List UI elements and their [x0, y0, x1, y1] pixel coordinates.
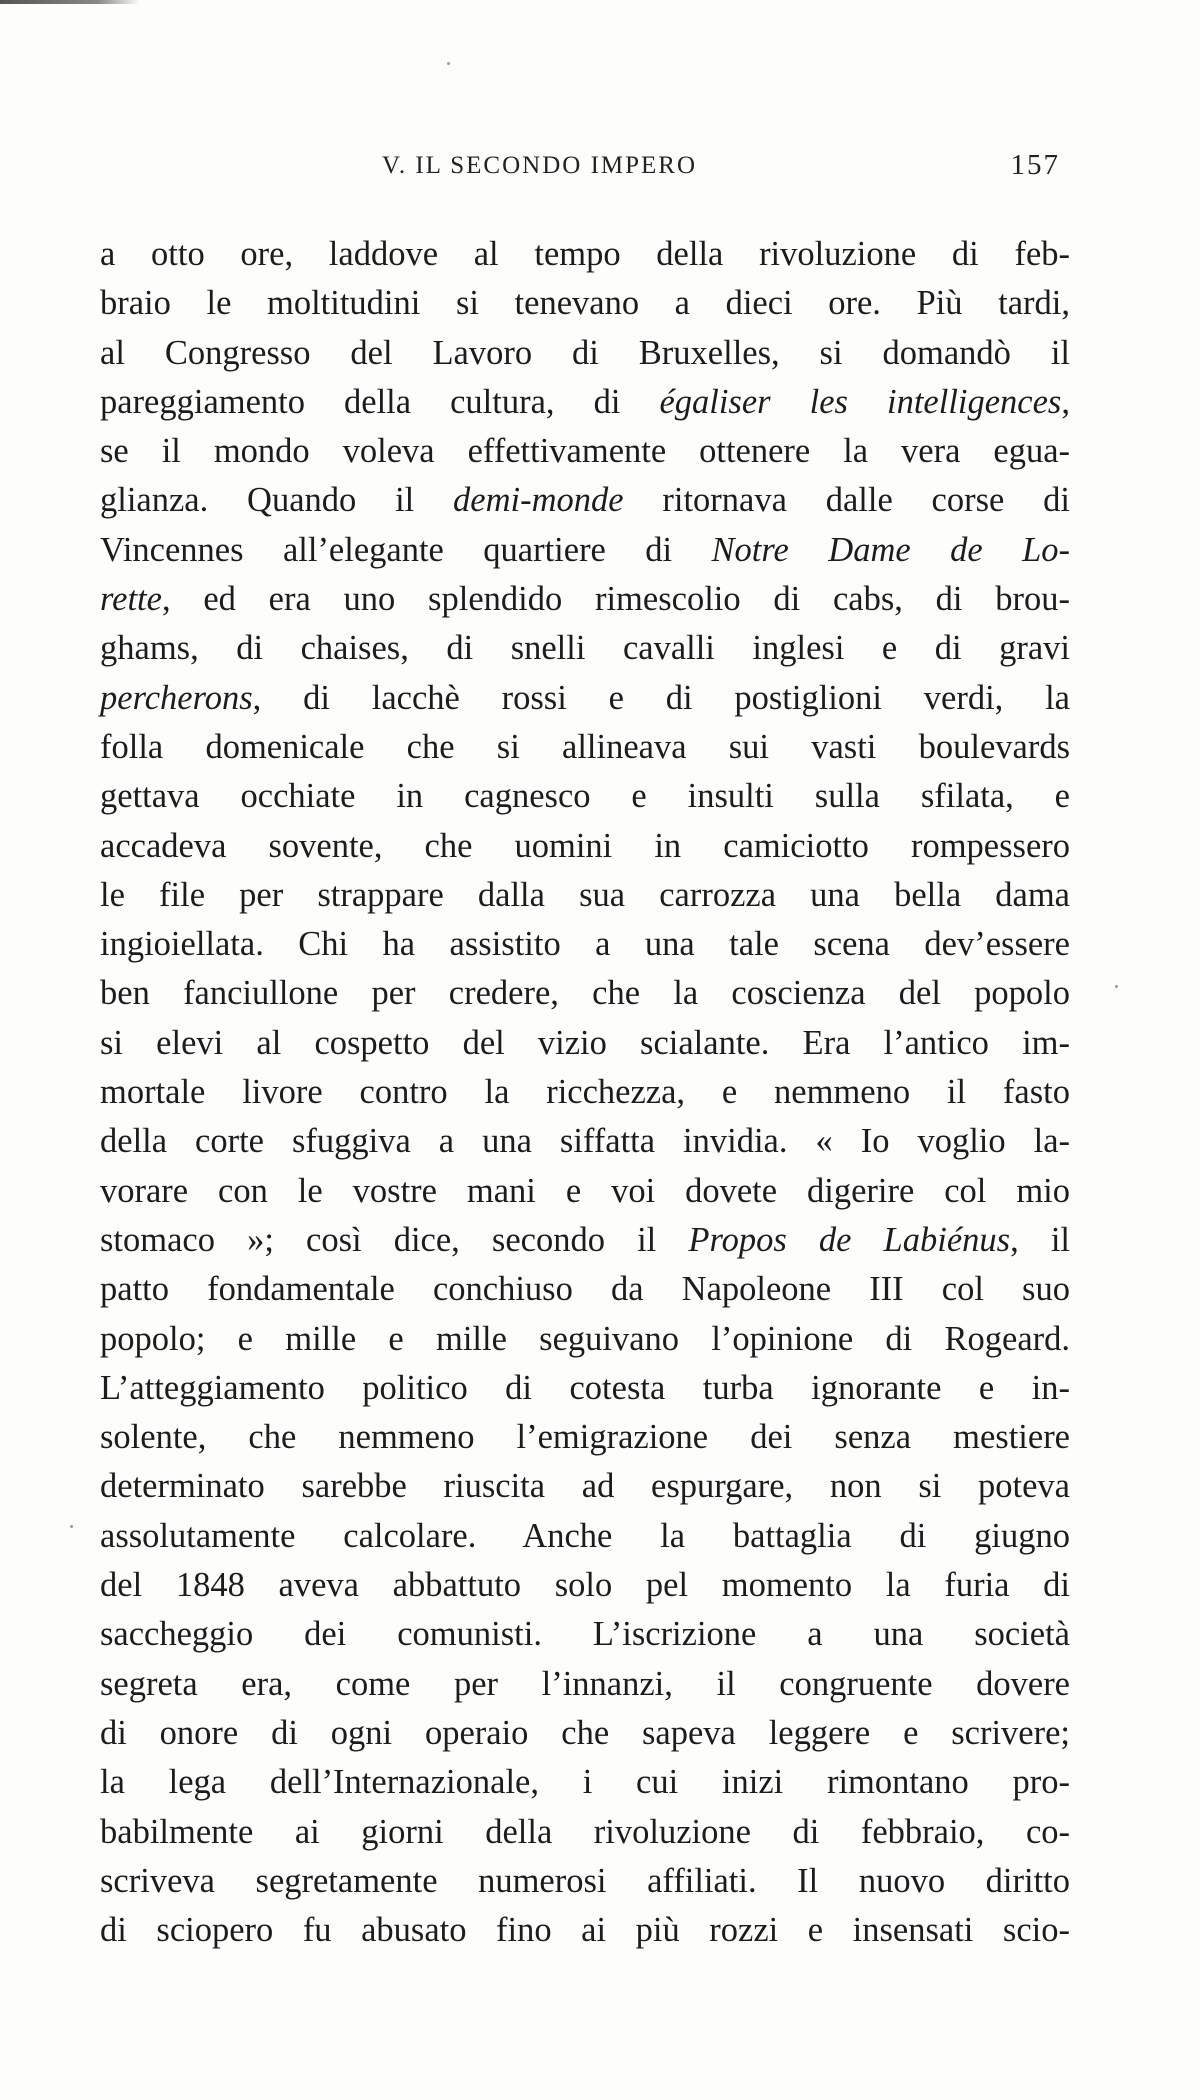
text-run: di onore di ogni operaio che sapeva leggere e scrivere; [100, 1713, 1070, 1752]
text-line [100, 624, 1070, 673]
page-number: 157 [1010, 149, 1060, 181]
text-run: braio le moltitudini si tenevano a dieci ore. Più tardi, [100, 284, 1070, 323]
text-run: a otto ore, laddove al tempo della rivoluzione di feb- [100, 235, 1070, 273]
text-line [100, 920, 1070, 969]
text-run: si elevi al cospetto del vizio scialante. Era l’antico im- [100, 1023, 1070, 1062]
text-line [100, 1462, 1070, 1511]
text-run: folla domenicale che si allineava sui vasti boulevards [100, 727, 1070, 766]
text-run: , ed era uno splendido rimescolio di cabs, di brou- [161, 580, 1070, 619]
text-line [100, 575, 1070, 624]
text-line [100, 1117, 1070, 1166]
text-line [100, 1758, 1070, 1807]
body-text [100, 230, 1070, 1955]
text-line [100, 526, 1070, 575]
text-line [100, 723, 1070, 772]
speck [70, 1525, 73, 1528]
text-run: , il [1010, 1220, 1070, 1259]
text-line [100, 871, 1070, 920]
text-line [100, 822, 1070, 871]
text-line [100, 772, 1070, 821]
text-run: al Congresso del Lavoro di Bruxelles, si domandò il [100, 333, 1070, 372]
text-line [100, 1216, 1070, 1265]
text-line [100, 1857, 1070, 1906]
text-run: se il mondo voleva effettivamente ottenere la vera egua- [100, 432, 1070, 471]
text-run: ghams, di chaises, di snelli cavalli inglesi e di gravi [100, 629, 1070, 668]
text-run: la lega dell’Internazionale, i cui inizi rimontano pro- [100, 1763, 1070, 1802]
text-run: glianza. Quando il [100, 481, 454, 520]
text-line [100, 476, 1070, 525]
text-line [100, 427, 1070, 476]
text-run: stomaco »; così dice, secondo il [100, 1220, 689, 1259]
text-run: popolo; e mille e mille seguivano l’opinione di Rogeard. [100, 1319, 1070, 1358]
text-line [100, 1906, 1070, 1955]
text-run: scriveva segretamente numerosi affiliati. Il nuovo diritto [100, 1861, 1070, 1900]
text-run: le file per strappare dalla sua carrozza una bella dama [100, 875, 1070, 914]
text-line [100, 1315, 1070, 1364]
text-run: ritornava dalle corse di [623, 481, 1070, 520]
text-run: , [1061, 382, 1070, 421]
text-run: , di lacchè rossi e di postiglioni verdi, la [252, 678, 1070, 717]
text-line [100, 378, 1070, 427]
italic-text: rette [100, 580, 162, 619]
italic-text: Notre Dame de Lo- [711, 530, 1070, 569]
text-run: vorare con le vostre mani e voi dovete digerire col mio [100, 1171, 1070, 1210]
text-line [100, 1068, 1070, 1117]
italic-text: demi-monde [453, 481, 624, 520]
text-run: Vincennes all’elegante quartiere di [100, 530, 712, 569]
text-line [100, 279, 1070, 328]
text-run: accadeva sovente, che uomini in camiciotto rompessero [100, 826, 1070, 865]
italic-text: égaliser les intelligences [659, 382, 1062, 421]
text-line [100, 1167, 1070, 1216]
text-run: mortale livore contro la ricchezza, e nemmeno il fasto [100, 1073, 1070, 1112]
text-run: L’atteggiamento politico di cotesta turba ignorante e in- [100, 1368, 1070, 1407]
text-line [100, 1660, 1070, 1709]
text-line [100, 1808, 1070, 1857]
text-run: ingioiellata. Chi ha assistito a una tale scena dev’essere [100, 925, 1070, 964]
text-run: determinato sarebbe riuscita ad espurgare, non si poteva [100, 1467, 1070, 1506]
text-line [100, 1413, 1070, 1462]
text-run: pareggiamento della cultura, di [100, 382, 660, 421]
speck [1115, 985, 1118, 988]
text-run: saccheggio dei comunisti. L’iscrizione a una società [100, 1615, 1070, 1654]
text-run: babilmente ai giorni della rivoluzione di febbraio, co- [100, 1812, 1070, 1851]
text-run: segreta era, come per l’innanzi, il congruente dovere [100, 1664, 1070, 1703]
text-run: ben fanciullone per credere, che la coscienza del popolo [100, 974, 1070, 1013]
text-line [100, 1265, 1070, 1314]
text-line [100, 1561, 1070, 1610]
text-line [100, 969, 1070, 1018]
text-line [100, 329, 1070, 378]
text-run: solente, che nemmeno l’emigrazione dei senza mestiere [100, 1418, 1070, 1457]
scan-edge-mark [0, 0, 140, 4]
text-run: del 1848 aveva abbattuto solo pel momento la furia di [100, 1566, 1070, 1605]
text-run: di sciopero fu abusato fino ai più rozzi e insensati scio- [100, 1911, 1070, 1950]
text-line [100, 1364, 1070, 1413]
text-run: assolutamente calcolare. Anche la battaglia di giugno [100, 1516, 1070, 1555]
text-line [100, 1709, 1070, 1758]
text-run: gettava occhiate in cagnesco e insulti sulla sfilata, e [100, 777, 1070, 816]
text-line [100, 230, 1070, 279]
text-line [100, 674, 1070, 723]
speck [447, 62, 450, 65]
text-line [100, 1610, 1070, 1659]
chapter-title: V. IL SECONDO IMPERO [382, 152, 698, 179]
text-line [100, 1019, 1070, 1068]
text-run: patto fondamentale conchiuso da Napoleone III col suo [100, 1270, 1070, 1309]
running-head [100, 149, 1060, 192]
italic-text: Propos de Labiénus [688, 1220, 1011, 1259]
italic-text: percherons [100, 678, 253, 717]
text-line [100, 1512, 1070, 1561]
text-run: della corte sfuggiva a una siffatta invidia. « Io voglio la- [100, 1122, 1070, 1161]
